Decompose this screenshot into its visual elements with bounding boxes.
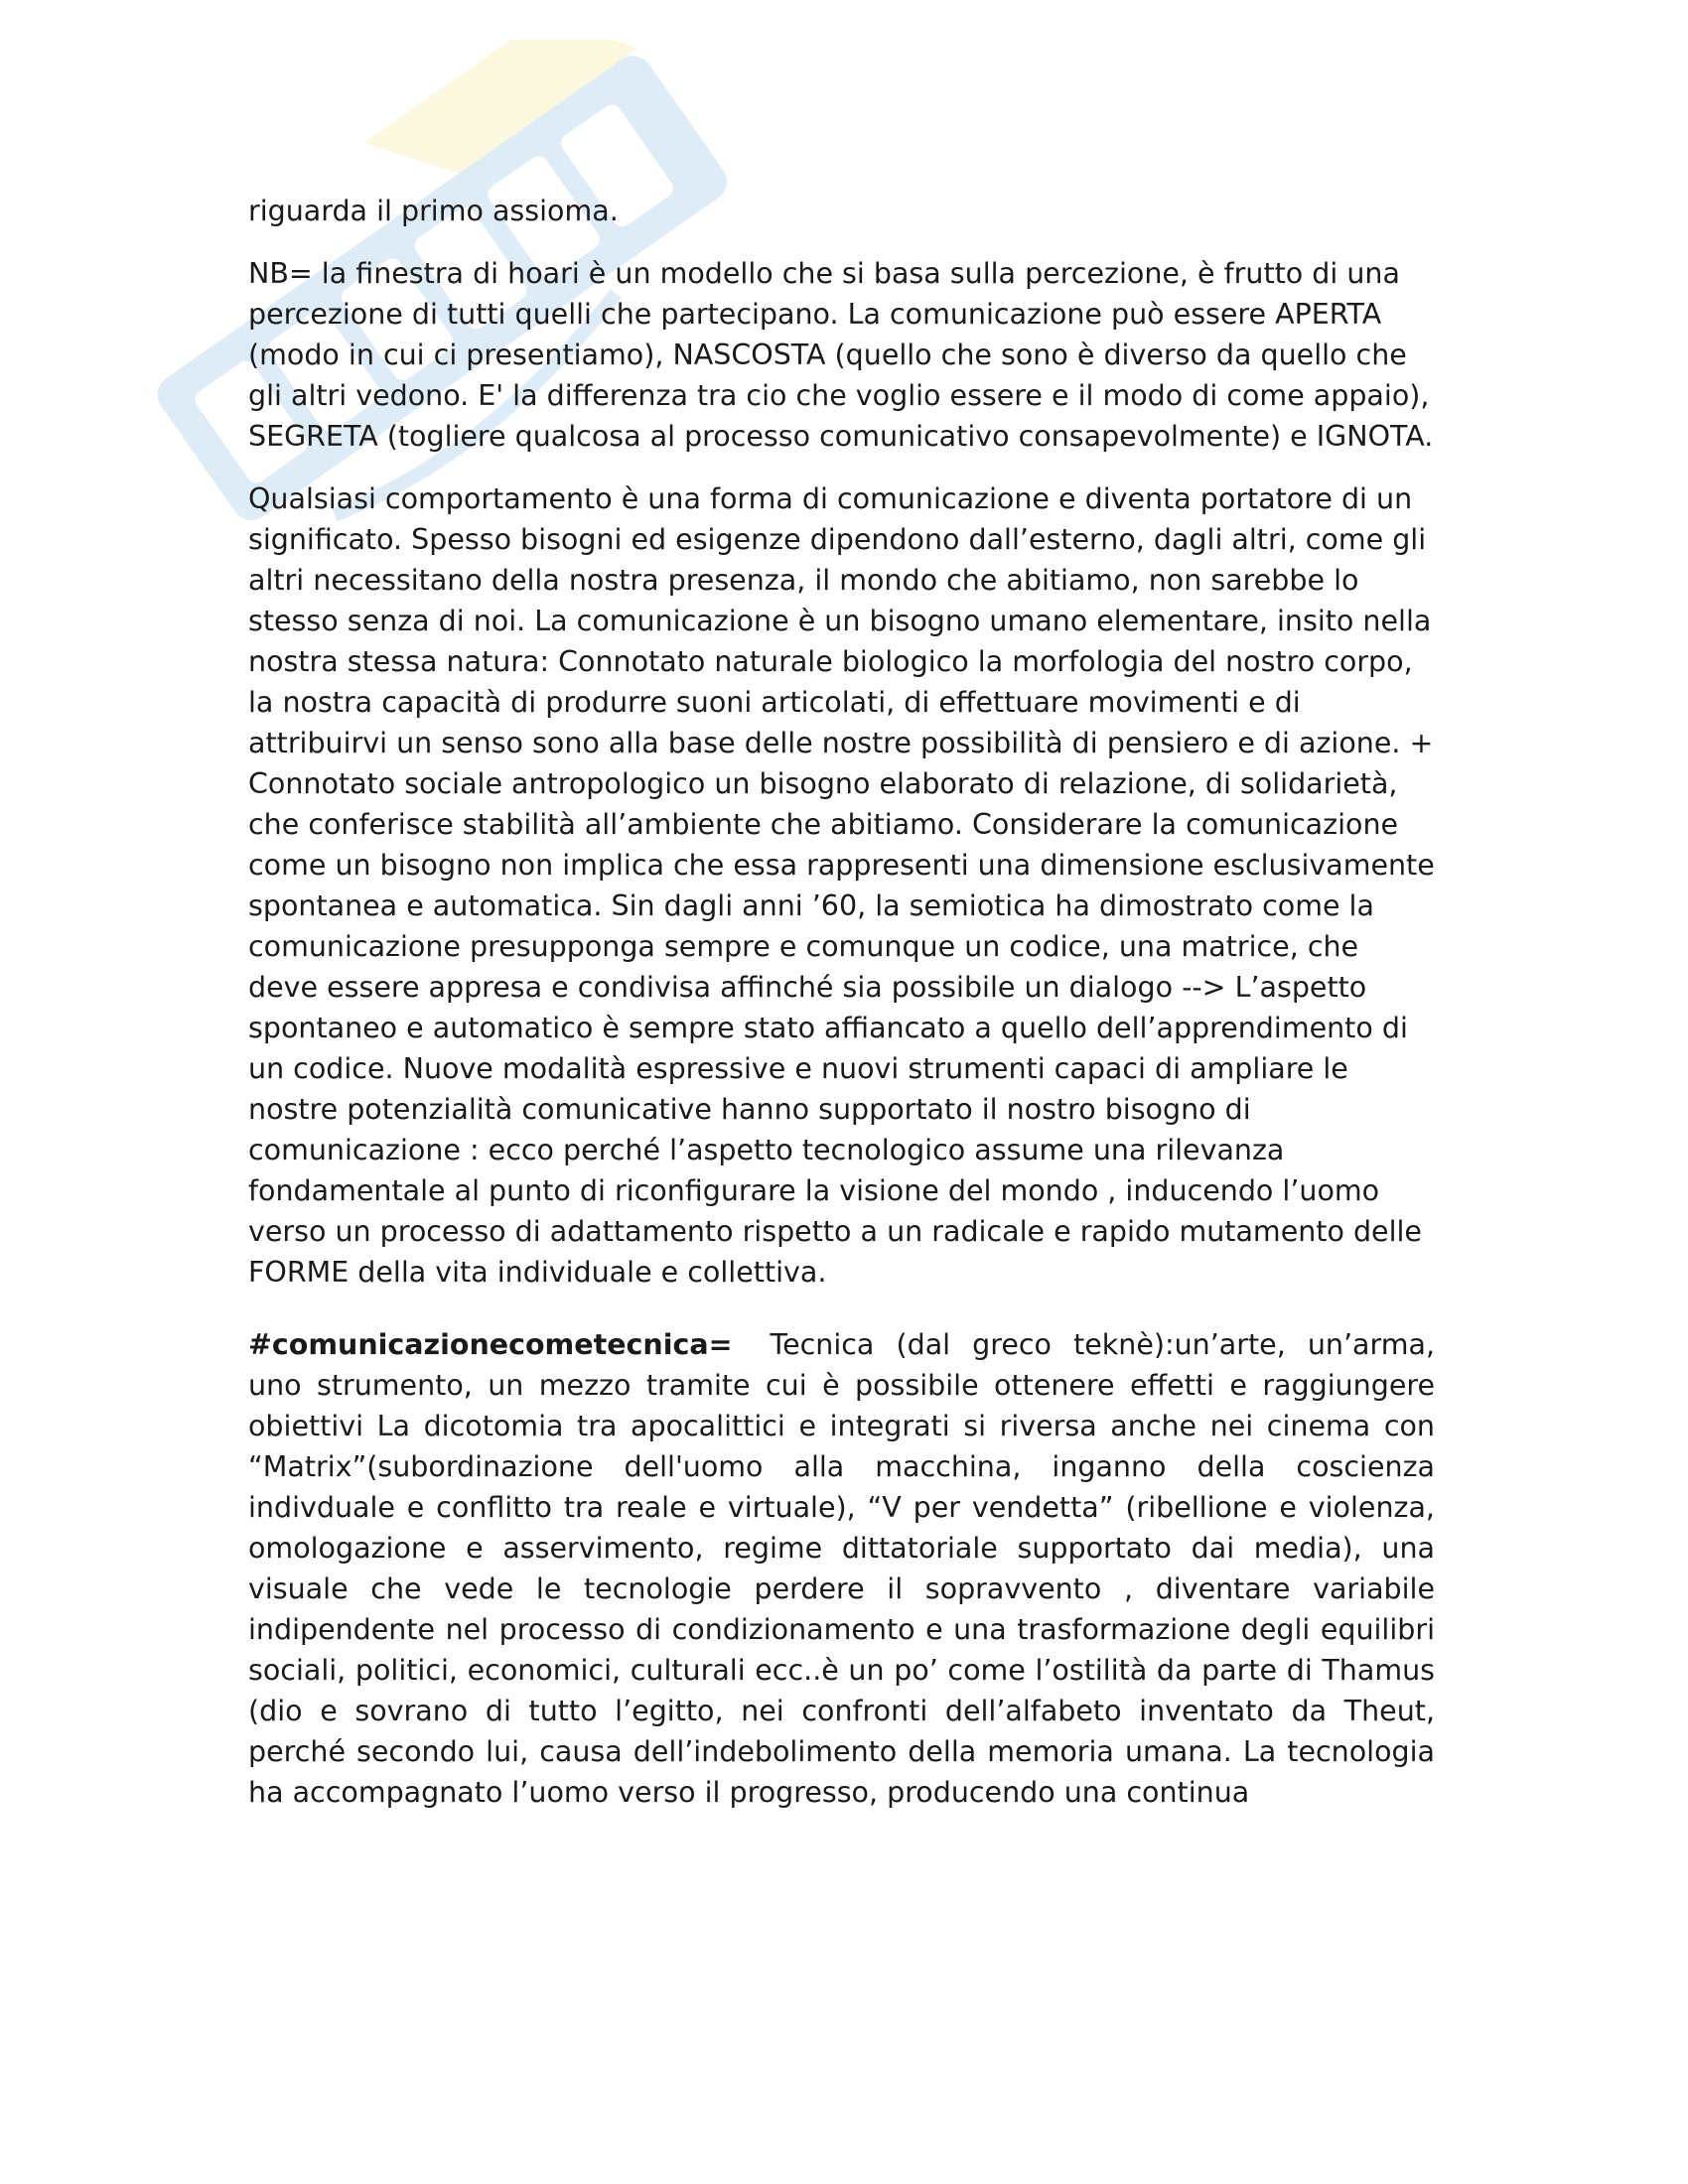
paragraph-3: Qualsiasi comportamento è una forma di comunicazione e diventa portatore di un significato. Spesso bisogni ed esigenze dipendono dall’esterno, dagli altri, come gli altri necessitano della nostra presenza, il mondo che abitiamo, non sarebbe lo stesso senza di noi. La comunicazione è un bisogno umano elementare, insito nella nostra stessa natura: Connotato naturale biologico la morfologia del nostro corpo, la nostra capacità di produrre suoni articolati, di effettuare movimenti e di attribuirvi un senso sono alla base delle nostre possibilità di pensiero e di azione. + Connotato sociale antropologico un bisogno elaborato di relazione, di solidarietà, che conferisce stabilità all’ambiente che abitiamo. Considerare la comunicazione come un bisogno non implica che essa rappresenti una dimensione esclusivamente spontanea e automatica. Sin dagli anni ’60, la semiotica ha dimostrato come la comunicazione presupponga sempre e comunque un codice, una matrice, che deve essere appresa e condivisa affinché sia possibile un dialogo --> L’aspetto spontaneo e automatico è sempre stato affiancato a quello dell’apprendimento di un codice. Nuove modalità espressive e nuovi strumenti capaci di ampliare le nostre potenzialità comunicative hanno supportato il nostro bisogno di comunicazione : ecco perché l’aspetto tecnologico assume una rilevanza fondamentale al punto di riconfigurare la visione del mondo , inducendo l’uomo verso un processo di adattamento rispetto a un radicale e rapido mutamento delle FORME della vita individuale e collettiva. <box>248 482 1435 1289</box>
paragraph-2: NB= la finestra di hoari è un modello che si basa sulla percezione, è frutto di una percezione di tutti quelli che partecipano. La comunicazione può essere APERTA (modo in cui ci presentiamo), NASCOSTA (quello che sono è diverso da quello che gli altri vedono. E' la differenza tra cio che voglio essere e il modo di come appaio), SEGRETA (togliere qualcosa al processo comunicativo consapevolmente) e IGNOTA. <box>248 257 1434 453</box>
section-body: Tecnica (dal greco teknè):un’arte, un’arma, uno strumento, un mezzo tramite cui è possibile ottenere effetti e raggiungere obiettivi La dicotomia tra apocalittici e integrati si riversa anche nei cinema con “Matrix”(subordinazione dell'uomo alla macchina, inganno della coscienza indivduale e conflitto tra reale e virtuale), “V per vendetta” (ribellione e violenza, omologazione e asservimento, regime dittatoriale supportato dai media), una visuale che vede le tecnologie perdere il sopravvento , diventare variabile indipendente nel processo di condizionamento e una trasformazione degli equilibri sociali, politici, economici, culturali ecc..è un po’ come l’ostilità da parte di Thamus (dio e sovrano di tutto l’egitto, nei confronti dell’alfabeto inventato da Theut, perché secondo lui, causa dell’indebolimento della memoria umana. La tecnologia ha accompagnato l’uomo verso il progresso, producendo una continua <box>248 1328 1435 1809</box>
paragraph-1: riguarda il primo assioma. <box>248 195 619 227</box>
section-heading: #comunicazionecometecnica= <box>248 1328 733 1361</box>
document-body <box>248 191 1435 1835</box>
section-paragraph <box>248 1324 1435 1813</box>
